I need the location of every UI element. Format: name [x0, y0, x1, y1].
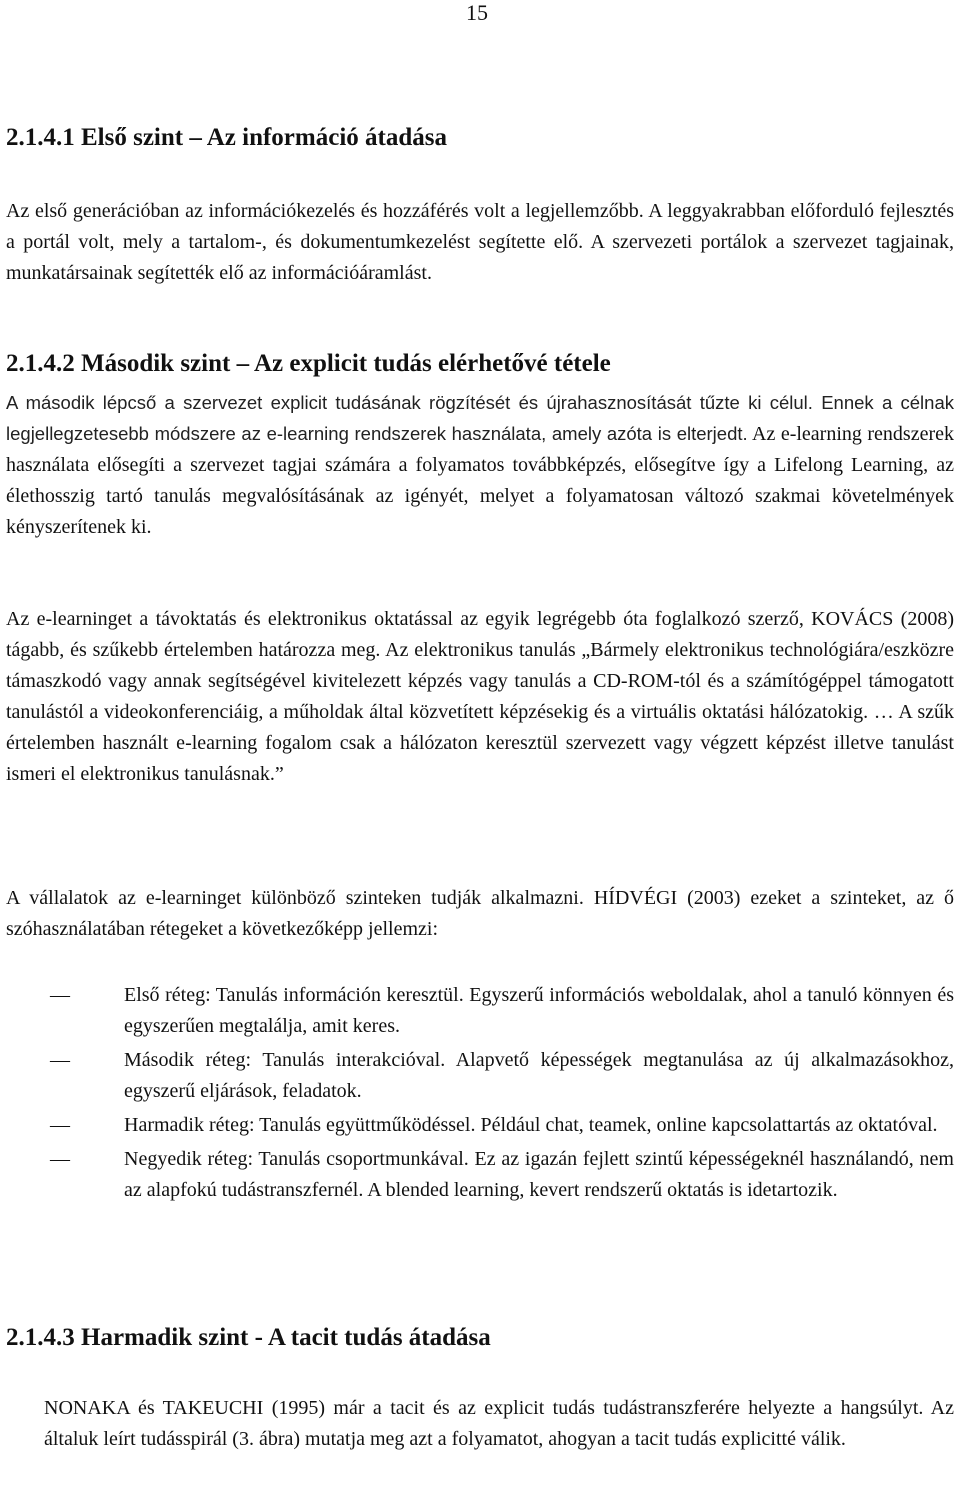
layer-list: [50, 980, 954, 1209]
list-item: — Negyedik réteg: Tanulás csoportmunkával. Ez az igazán fejlett szintű képességeknél használandó, nem az alapfokú tudástranszfernél. A blended learning, kevert rendszerű oktatás is idetartozik.: [50, 1144, 954, 1206]
section-heading-2-1-4-3: 2.1.4.3 Harmadik szint - A tacit tudás átadása: [6, 1324, 491, 1351]
list-item: — Harmadik réteg: Tanulás együttműködéssel. Például chat, teamek, online kapcsolattartás az oktatóval.: [50, 1110, 954, 1141]
list-item: — Második réteg: Tanulás interakcióval. Alapvető képességek megtanulása az új alkalmazásokhoz, egyszerű eljárások, feladatok.: [50, 1045, 954, 1107]
dash-bullet-icon: —: [50, 1049, 70, 1071]
section-1-paragraph: Az első generációban az információkezelés és hozzáférés volt a legjellemzőbb. A leggyakrabban előforduló fejlesztés a portál volt, mely a tartalom-, és dokumentumkezelést segítette elő. A szervezeti portálok a szervezet tagjainak, munkatársainak segítették elő az információáramlást.: [6, 200, 954, 284]
section-3-paragraph: NONAKA és TAKEUCHI (1995) már a tacit és az explicit tudás tudástranszferére helyezte a hangsúlyt. Az általuk leírt tudásspirál (3. ábra) mutatja meg azt a folyamatot, ahogyan a tacit tudás explicitté válik.: [44, 1397, 954, 1450]
dash-bullet-icon: —: [50, 1148, 70, 1170]
list-item: — Első réteg: Tanulás információn keresztül. Egyszerű információs weboldalak, ahol a tanuló könnyen és egyszerűen megtalálja, amit keres.: [50, 980, 954, 1042]
section-2-paragraph-2: Az e-learninget a távoktatás és elektronikus oktatással az egyik legrégebb óta foglalkozó szerző, KOVÁCS (2008) tágabb, és szűkebb értelemben határozza meg. Az elektronikus tanulás „Bármely elektronikus technológiára/eszközre támaszkodó vagy annak segítségével kivitelezett képzés vagy tanulás a CD-ROM-tól és a számítógéppel támogatott tanulástól a videokonferenciáig, a műholdak által közvetített képzésekig és a virtuális oktatási hálózatokig. … A szűk értelemben használt e-learning fogalom csak a hálózaton keresztül szervezett vagy végzett képzést illetve tanulást ismeri el elektronikus tanulásnak.”: [6, 608, 954, 785]
page-number: 15: [466, 0, 488, 25]
section-2-paragraph-1: [6, 388, 954, 543]
dash-bullet-icon: —: [50, 1114, 70, 1136]
dash-bullet-icon: —: [50, 984, 70, 1006]
section-2-paragraph-sans: A második lépcső a szervezet explicit tudásának rögzítését és újrahasznosítását tűzte ki célul. Ennek a célnak legjellegzetesebb módszere az e-learning rendszerek használata, amely azóta is elterjedt.: [6, 392, 954, 444]
section-heading-2-1-4-2: 2.1.4.2 Második szint – Az explicit tudás elérhetővé tétele: [6, 350, 611, 377]
section-2-paragraph-3: A vállalatok az e-learninget különböző szinteken tudják alkalmazni. HÍDVÉGI (2003) ezeket a szinteket, az ő szóhasználatában rétegeket a következőképp jellemzi:: [6, 887, 954, 940]
section-heading-2-1-4-1: 2.1.4.1 Első szint – Az információ átadása: [6, 124, 447, 151]
section-2-paragraph-serif: Az e-learning rendszerek használata elősegíti a szervezet tagjai számára a folyamatos továbbképzés, elősegítve így a Lifelong Learning, az élethosszig tartó tanulás megvalósításának az igényét, melyet a folyamatosan változó szakmai követelmények kényszerítenek ki.: [6, 423, 954, 538]
